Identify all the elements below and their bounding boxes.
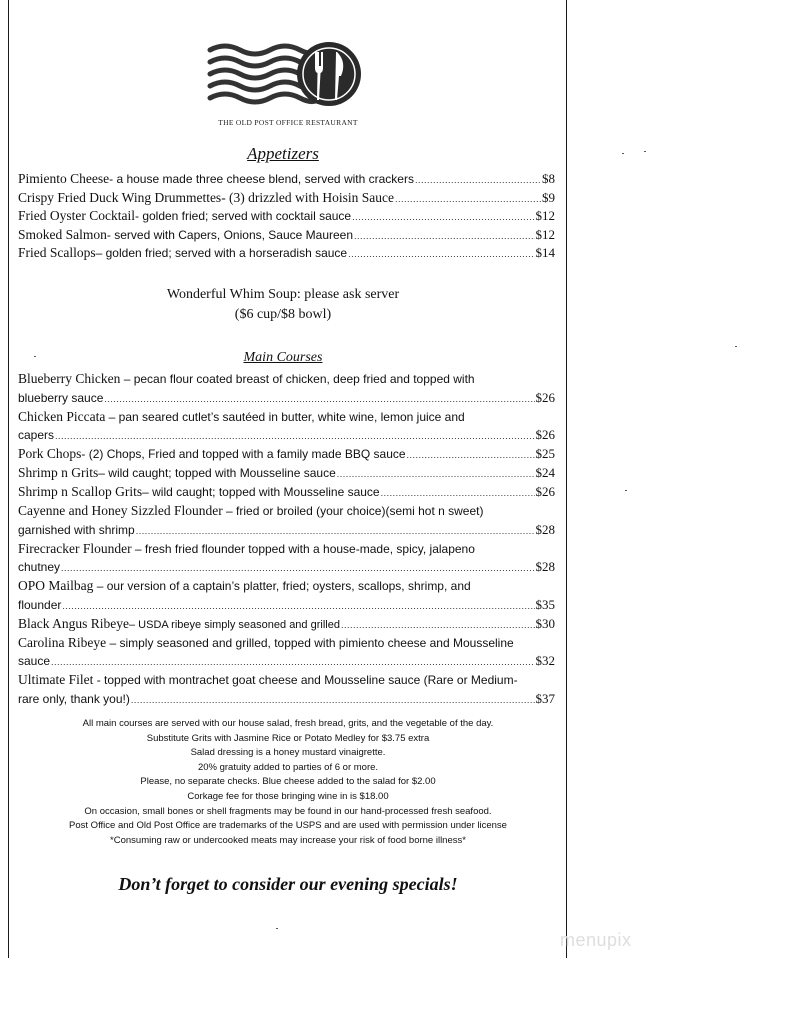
scan-speck bbox=[735, 346, 737, 347]
restaurant-logo bbox=[205, 38, 365, 118]
menu-item-last-line bbox=[18, 522, 555, 541]
closing-message: Don’t forget to consider our evening specials! bbox=[118, 874, 458, 894]
item-description: - served with Capers, Onions, Sauce Maureen bbox=[106, 227, 354, 242]
item-name: Black Angus Ribeye bbox=[18, 615, 129, 631]
item-name: OPO Mailbag bbox=[18, 578, 94, 593]
item-name: Fried Oyster Cocktail bbox=[18, 208, 135, 223]
item-price: $12 bbox=[535, 226, 555, 242]
item-description: – pecan flour coated breast of chicken, deep fried and topped with bbox=[120, 372, 475, 386]
item-price: $26 bbox=[535, 389, 555, 405]
menu-item-first-line bbox=[18, 635, 555, 654]
item-name: Cayenne and Honey Sizzled Flounder bbox=[18, 503, 223, 518]
item-name: Shrimp n Grits bbox=[18, 465, 99, 480]
leader-dots bbox=[62, 601, 534, 611]
item-description-cont: blueberry sauce bbox=[18, 390, 104, 405]
item-price: $25 bbox=[535, 446, 555, 461]
menu-item-last-line bbox=[18, 653, 555, 672]
item-price: $30 bbox=[535, 615, 555, 631]
item-description: - a house made three cheese blend, served with crackers bbox=[109, 172, 414, 186]
leader-dots bbox=[341, 620, 535, 630]
scan-speck bbox=[644, 151, 646, 152]
leader-dots bbox=[61, 563, 534, 573]
item-price: $35 bbox=[535, 596, 555, 612]
item-name: Smoked Salmon bbox=[18, 226, 107, 242]
menu-item bbox=[18, 245, 555, 264]
item-description-cont: garnished with shrimp bbox=[18, 522, 135, 537]
item-description: – fried or broiled (your choice)(semi hot n sweet) bbox=[222, 504, 484, 518]
menu-notes bbox=[10, 717, 566, 848]
menu-item-first-line bbox=[18, 409, 555, 428]
main-courses-heading: Main Courses bbox=[243, 350, 323, 365]
leader-dots bbox=[354, 231, 534, 241]
item-description: – fresh fried flounder topped with a house-made, spicy, jalapeno bbox=[131, 541, 475, 556]
leader-dots bbox=[51, 657, 534, 667]
note-line: *Consuming raw or undercooked meats may increase your risk of food borne illness* bbox=[110, 834, 466, 846]
item-description: – USDA ribeye simply seasoned and grilled bbox=[129, 618, 340, 631]
soup-price: ($6 cup/$8 bowl) bbox=[234, 307, 332, 322]
leader-dots bbox=[131, 695, 535, 705]
item-name: Blueberry Chicken bbox=[18, 371, 121, 386]
menu-item bbox=[18, 227, 555, 246]
item-name: Pork Chops bbox=[18, 446, 82, 461]
item-price: $9 bbox=[542, 189, 555, 205]
menu-item-last-line bbox=[18, 691, 555, 710]
menu-item bbox=[18, 446, 555, 465]
leader-dots bbox=[407, 450, 535, 460]
scan-speck bbox=[622, 153, 624, 154]
item-description: - (3) drizzled with Hoisin Sauce bbox=[221, 189, 395, 205]
item-description: - topped with montrachet goat cheese and Mousseline sauce (Rare or Medium- bbox=[93, 673, 518, 687]
item-description: – wild caught; topped with Mousseline sauce bbox=[142, 485, 380, 499]
note-line: Please, no separate checks. Blue cheese added to the salad for $2.00 bbox=[140, 776, 436, 788]
item-description: - (2) Chops, Fried and topped with a family made BBQ sauce bbox=[81, 447, 406, 461]
restaurant-name: THE OLD POST OFFICE RESTAURANT bbox=[218, 118, 358, 127]
menu-item bbox=[18, 484, 555, 503]
scan-speck bbox=[625, 490, 627, 491]
item-name: Chicken Piccata bbox=[18, 408, 106, 424]
item-description-cont: chutney bbox=[18, 560, 61, 574]
menu-item-first-line bbox=[18, 541, 555, 560]
menu-item-last-line bbox=[18, 559, 555, 578]
menu-item bbox=[18, 190, 555, 209]
note-line: Corkage fee for those bringing wine in is $18.00 bbox=[187, 790, 389, 802]
leader-dots bbox=[352, 212, 534, 222]
leader-dots bbox=[395, 194, 541, 204]
item-name: Carolina Ribeye bbox=[18, 634, 107, 650]
leader-dots bbox=[348, 249, 534, 259]
leader-dots bbox=[381, 488, 535, 498]
note-line: All main courses are served with our house salad, fresh bread, grits, and the vegetable of the day. bbox=[82, 718, 494, 729]
item-name: Pimiento Cheese bbox=[18, 171, 110, 186]
appetizers-heading: Appetizers bbox=[247, 144, 319, 163]
item-description-cont: capers bbox=[18, 428, 55, 442]
soup-line: Wonderful Whim Soup: please ask server bbox=[166, 287, 400, 302]
item-description: - golden fried; served with cocktail sauce bbox=[134, 209, 352, 223]
leader-dots bbox=[415, 175, 541, 185]
appetizer-list bbox=[18, 171, 555, 264]
watermark: menupix bbox=[560, 930, 632, 950]
page-border-right bbox=[566, 0, 567, 958]
menu-item-first-line bbox=[18, 578, 555, 597]
item-name: Ultimate Filet bbox=[18, 672, 94, 687]
item-price: $32 bbox=[535, 653, 555, 668]
item-price: $28 bbox=[535, 521, 555, 537]
scan-speck bbox=[276, 928, 278, 929]
item-description: – golden fried; served with a horseradish sauce bbox=[95, 246, 348, 260]
item-price: $14 bbox=[535, 245, 555, 260]
leader-dots bbox=[55, 431, 534, 441]
item-name: Fried Scallops bbox=[18, 245, 96, 260]
menu-item-first-line bbox=[18, 371, 555, 390]
menu-item-last-line bbox=[18, 390, 555, 409]
item-price: $12 bbox=[535, 208, 555, 223]
item-price: $24 bbox=[535, 465, 555, 480]
item-description-cont: flounder bbox=[18, 597, 62, 612]
scan-speck bbox=[34, 356, 36, 357]
menu-item bbox=[18, 171, 555, 190]
note-line: 20% gratuity added to parties of 6 or more. bbox=[197, 761, 379, 773]
item-name: Crispy Fried Duck Wing Drummettes bbox=[18, 189, 222, 205]
menu-item bbox=[18, 616, 555, 635]
menu-item-last-line bbox=[18, 597, 555, 616]
item-name: Firecracker Flounder bbox=[18, 540, 132, 556]
item-description: – pan seared cutlet’s sautéed in butter, white wine, lemon juice and bbox=[105, 409, 465, 424]
item-description-cont: sauce bbox=[18, 654, 51, 668]
item-price: $26 bbox=[535, 484, 555, 499]
item-name: Shrimp n Scallop Grits bbox=[18, 484, 143, 499]
item-description: – wild caught; topped with Mousseline sauce bbox=[98, 466, 336, 480]
note-line: Salad dressing is a honey mustard vinaigrette. bbox=[190, 747, 386, 759]
item-price: $37 bbox=[535, 690, 555, 706]
menu-item bbox=[18, 208, 555, 227]
main-course-list bbox=[18, 371, 555, 710]
item-price: $28 bbox=[535, 559, 555, 574]
menu-item-first-line bbox=[18, 672, 555, 691]
menu-item-last-line bbox=[18, 427, 555, 446]
note-line: Post Office and Old Post Office are trademarks of the USPS and are used with permission under license bbox=[69, 820, 507, 832]
menu-item-first-line bbox=[18, 503, 555, 522]
item-price: $26 bbox=[535, 427, 555, 442]
note-line: Substitute Grits with Jasmine Rice or Potato Medley for $3.75 extra bbox=[146, 732, 430, 744]
item-description: – our version of a captain’s platter, fried; oysters, scallops, shrimp, and bbox=[93, 579, 471, 593]
leader-dots bbox=[104, 394, 534, 404]
note-line: On occasion, small bones or shell fragments may be found in our hand-processed fresh seafood. bbox=[84, 805, 492, 817]
item-price: $8 bbox=[542, 171, 555, 186]
leader-dots bbox=[136, 526, 535, 536]
leader-dots bbox=[337, 469, 535, 479]
item-description: – simply seasoned and grilled, topped with pimiento cheese and Mousseline bbox=[106, 635, 514, 650]
menu-item bbox=[18, 465, 555, 484]
item-description-cont: rare only, thank you!) bbox=[18, 691, 130, 706]
